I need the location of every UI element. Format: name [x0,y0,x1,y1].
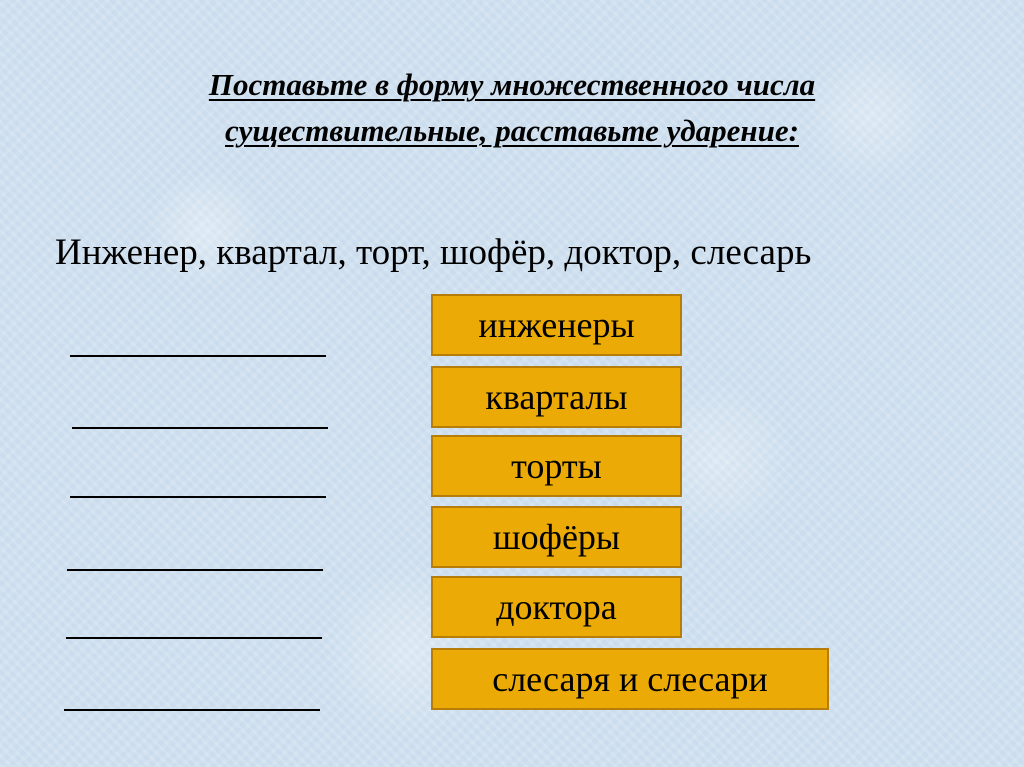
singular-word-list: Инженер, квартал, торт, шофёр, доктор, слесарь [55,232,812,273]
task-heading-line-1: Поставьте в форму множественного числа [208,67,816,102]
task-heading-line-2: существительные, расставьте ударение: [225,113,799,148]
answer-box-quarters[interactable]: кварталы [431,366,682,428]
answer-box-doctors[interactable]: доктора [431,576,682,638]
answer-blank-2 [72,427,328,429]
answer-box-drivers[interactable]: шофёры [431,506,682,568]
answer-box-locksmiths[interactable]: слесаря и слесари [431,648,829,710]
answer-blank-6 [64,709,320,711]
answer-blank-4 [67,569,323,571]
answer-blank-3 [70,496,326,498]
answer-blank-1 [70,355,326,357]
answer-box-engineers[interactable]: инженеры [431,294,682,356]
task-heading [0,62,1024,154]
answer-box-cakes[interactable]: торты [431,435,682,497]
answer-blank-5 [66,637,322,639]
